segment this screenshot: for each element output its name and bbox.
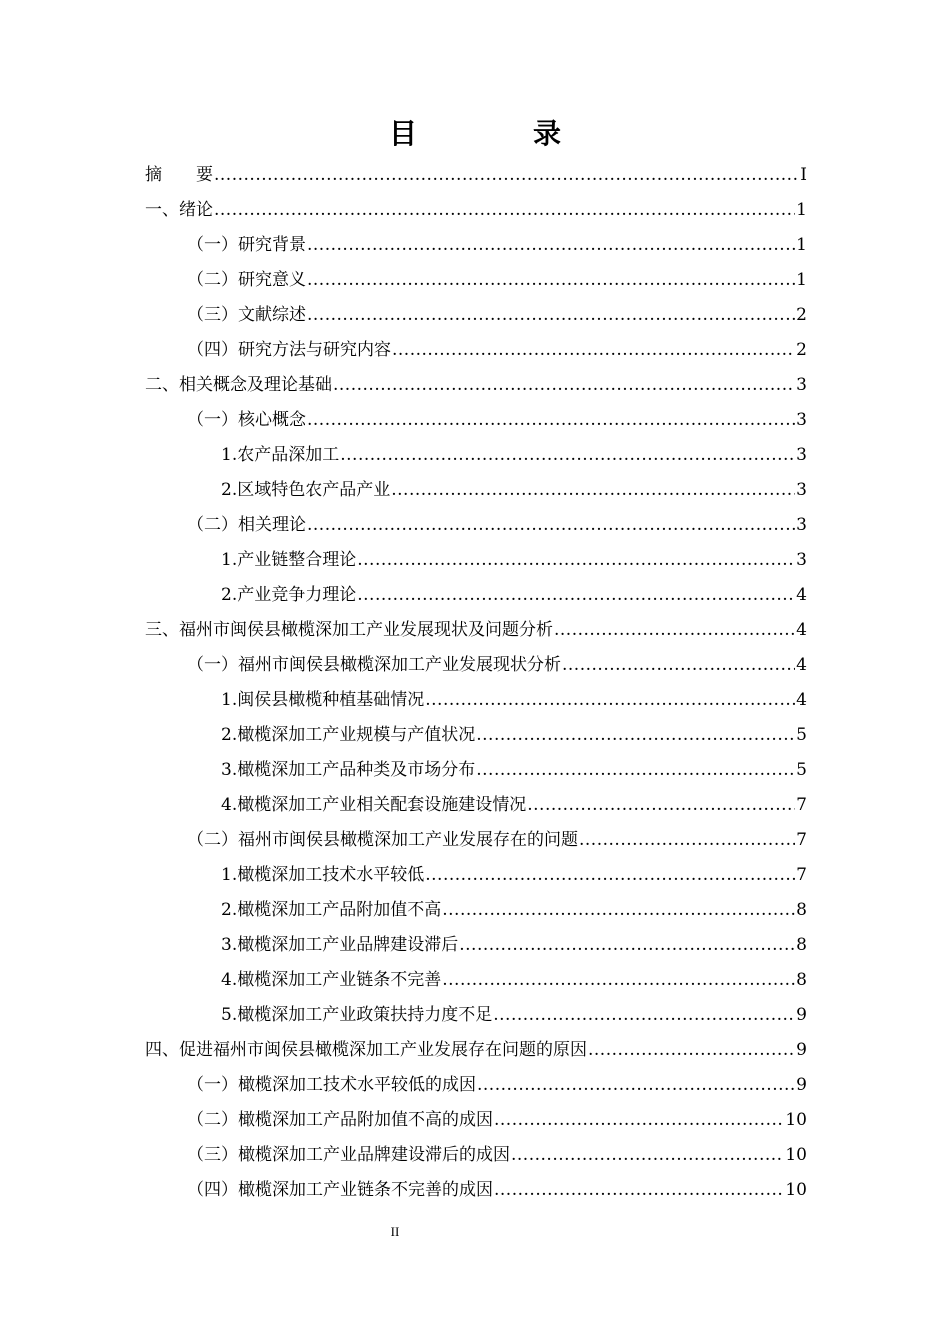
toc-dot-leader — [477, 1068, 795, 1103]
table-of-contents — [145, 158, 807, 1208]
toc-entry[interactable] — [145, 403, 807, 438]
toc-entry-label: 2.产业竞争力理论 — [221, 585, 357, 605]
toc-entry-label: 三、福州市闽侯县橄榄深加工产业发展现状及问题分析 — [145, 620, 553, 640]
toc-entry[interactable] — [145, 858, 807, 893]
toc-entry-page: 8 — [796, 900, 807, 920]
toc-entry-label: （三）文献综述 — [187, 305, 306, 325]
toc-entry[interactable] — [145, 823, 807, 858]
toc-entry-page: 3 — [796, 550, 807, 570]
toc-entry-page: 3 — [796, 480, 807, 500]
toc-entry-label: 5.橄榄深加工产业政策扶持力度不足 — [221, 1005, 493, 1025]
toc-dot-leader — [340, 438, 795, 473]
toc-dot-leader — [392, 333, 795, 368]
toc-entry[interactable] — [145, 1103, 807, 1138]
toc-entry[interactable] — [145, 753, 807, 788]
toc-entry-page: 3 — [796, 445, 807, 465]
toc-entry[interactable] — [145, 438, 807, 473]
toc-dot-leader — [493, 998, 795, 1033]
toc-entry-page: 4 — [796, 690, 807, 710]
toc-dot-leader — [357, 543, 795, 578]
toc-dot-leader — [527, 788, 795, 823]
toc-dot-leader — [494, 1173, 784, 1208]
toc-dot-leader — [307, 403, 795, 438]
toc-dot-leader — [476, 753, 795, 788]
toc-entry-label: （二）福州市闽侯县橄榄深加工产业发展存在的问题 — [187, 830, 578, 850]
toc-dot-leader — [214, 158, 799, 193]
toc-entry-label: （二）橄榄深加工产品附加值不高的成因 — [187, 1110, 493, 1130]
toc-entry[interactable] — [145, 1138, 807, 1173]
toc-entry-label: （一）橄榄深加工技术水平较低的成因 — [187, 1075, 476, 1095]
toc-dot-leader — [554, 613, 795, 648]
toc-entry-label: 3.橄榄深加工产品种类及市场分布 — [221, 760, 476, 780]
toc-entry-page: 9 — [796, 1075, 807, 1095]
toc-dot-leader — [459, 928, 795, 963]
toc-dot-leader — [442, 963, 795, 998]
toc-dot-leader — [442, 893, 795, 928]
toc-entry-label: 3.橄榄深加工产业品牌建设滞后 — [221, 935, 459, 955]
toc-entry[interactable] — [145, 788, 807, 823]
toc-entry-label: 4.橄榄深加工产业相关配套设施建设情况 — [221, 795, 527, 815]
toc-entry-page: 1 — [796, 235, 807, 255]
toc-entry-page: I — [800, 165, 807, 185]
toc-entry-page: 9 — [796, 1005, 807, 1025]
toc-entry-page: 8 — [796, 935, 807, 955]
toc-entry[interactable] — [145, 473, 807, 508]
toc-entry[interactable] — [145, 613, 807, 648]
toc-entry-label: 一、绪论 — [145, 200, 213, 220]
toc-entry-label: （三）橄榄深加工产业品牌建设滞后的成因 — [187, 1145, 510, 1165]
toc-entry-label: 1.闽侯县橄榄种植基础情况 — [221, 690, 425, 710]
toc-entry[interactable] — [145, 998, 807, 1033]
toc-entry-page: 3 — [796, 375, 807, 395]
toc-dot-leader — [425, 683, 795, 718]
toc-dot-leader — [214, 193, 795, 228]
toc-entry-page: 10 — [785, 1110, 807, 1130]
toc-entry-page: 1 — [796, 200, 807, 220]
toc-entry-label: 二、相关概念及理论基础 — [145, 375, 332, 395]
toc-dot-leader — [494, 1103, 784, 1138]
toc-entry-label: （四）橄榄深加工产业链条不完善的成因 — [187, 1180, 493, 1200]
toc-entry[interactable] — [145, 718, 807, 753]
toc-entry-page: 10 — [785, 1145, 807, 1165]
toc-dot-leader — [307, 263, 795, 298]
toc-entry-page: 3 — [796, 515, 807, 535]
toc-entry[interactable] — [145, 893, 807, 928]
toc-dot-leader — [307, 298, 795, 333]
toc-entry[interactable] — [145, 578, 807, 613]
toc-entry[interactable] — [145, 1033, 807, 1068]
toc-entry-page: 9 — [796, 1040, 807, 1060]
toc-entry-page: 7 — [796, 795, 807, 815]
toc-entry-label: （四）研究方法与研究内容 — [187, 340, 391, 360]
toc-entry-page: 4 — [796, 655, 807, 675]
toc-entry[interactable] — [145, 648, 807, 683]
toc-entry[interactable] — [145, 298, 807, 333]
toc-entry[interactable] — [145, 683, 807, 718]
toc-entry-page: 4 — [796, 620, 807, 640]
toc-entry[interactable] — [145, 508, 807, 543]
toc-title: 目 录 — [388, 117, 605, 150]
toc-entry-label: 4.橄榄深加工产业链条不完善 — [221, 970, 442, 990]
toc-entry-label: 1.橄榄深加工技术水平较低 — [221, 865, 425, 885]
toc-entry[interactable] — [145, 963, 807, 998]
toc-entry-page: 5 — [796, 725, 807, 745]
toc-entry-page: 4 — [796, 585, 807, 605]
toc-entry-page: 2 — [796, 305, 807, 325]
page-number: II — [390, 1224, 400, 1239]
toc-entry-label: 2.橄榄深加工产品附加值不高 — [221, 900, 442, 920]
toc-entry-label: 2.橄榄深加工产业规模与产值状况 — [221, 725, 476, 745]
toc-dot-leader — [562, 648, 795, 683]
toc-entry[interactable] — [145, 333, 807, 368]
toc-entry[interactable] — [145, 158, 807, 193]
toc-entry[interactable] — [145, 928, 807, 963]
toc-dot-leader — [307, 228, 795, 263]
toc-entry[interactable] — [145, 1173, 807, 1208]
toc-entry-page: 7 — [796, 830, 807, 850]
toc-entry-page: 10 — [785, 1180, 807, 1200]
toc-dot-leader — [307, 508, 795, 543]
toc-entry-page: 5 — [796, 760, 807, 780]
toc-entry-label: 摘 要 — [145, 165, 213, 185]
toc-dot-leader — [425, 858, 795, 893]
toc-entry[interactable] — [145, 263, 807, 298]
toc-entry[interactable] — [145, 228, 807, 263]
toc-dot-leader — [357, 578, 795, 613]
toc-entry[interactable] — [145, 193, 807, 228]
toc-dot-leader — [391, 473, 795, 508]
toc-entry-label: （二）研究意义 — [187, 270, 306, 290]
toc-dot-leader — [579, 823, 795, 858]
toc-entry[interactable] — [145, 1068, 807, 1103]
toc-entry-label: 1.产业链整合理论 — [221, 550, 357, 570]
toc-dot-leader — [333, 368, 795, 403]
toc-dot-leader — [511, 1138, 784, 1173]
toc-entry-label: 四、促进福州市闽侯县橄榄深加工产业发展存在问题的原因 — [145, 1040, 587, 1060]
toc-entry-label: （二）相关理论 — [187, 515, 306, 535]
toc-entry[interactable] — [145, 543, 807, 578]
toc-entry-label: （一）核心概念 — [187, 410, 306, 430]
toc-entry-label: 2.区域特色农产品产业 — [221, 480, 391, 500]
toc-dot-leader — [588, 1033, 795, 1068]
toc-entry-label: （一）福州市闽侯县橄榄深加工产业发展现状分析 — [187, 655, 561, 675]
toc-entry-page: 8 — [796, 970, 807, 990]
toc-entry-page: 2 — [796, 340, 807, 360]
toc-entry-label: （一）研究背景 — [187, 235, 306, 255]
toc-entry-page: 1 — [796, 270, 807, 290]
toc-entry-page: 3 — [796, 410, 807, 430]
toc-dot-leader — [476, 718, 795, 753]
toc-entry[interactable] — [145, 368, 807, 403]
toc-entry-page: 7 — [796, 865, 807, 885]
toc-entry-label: 1.农产品深加工 — [221, 445, 340, 465]
